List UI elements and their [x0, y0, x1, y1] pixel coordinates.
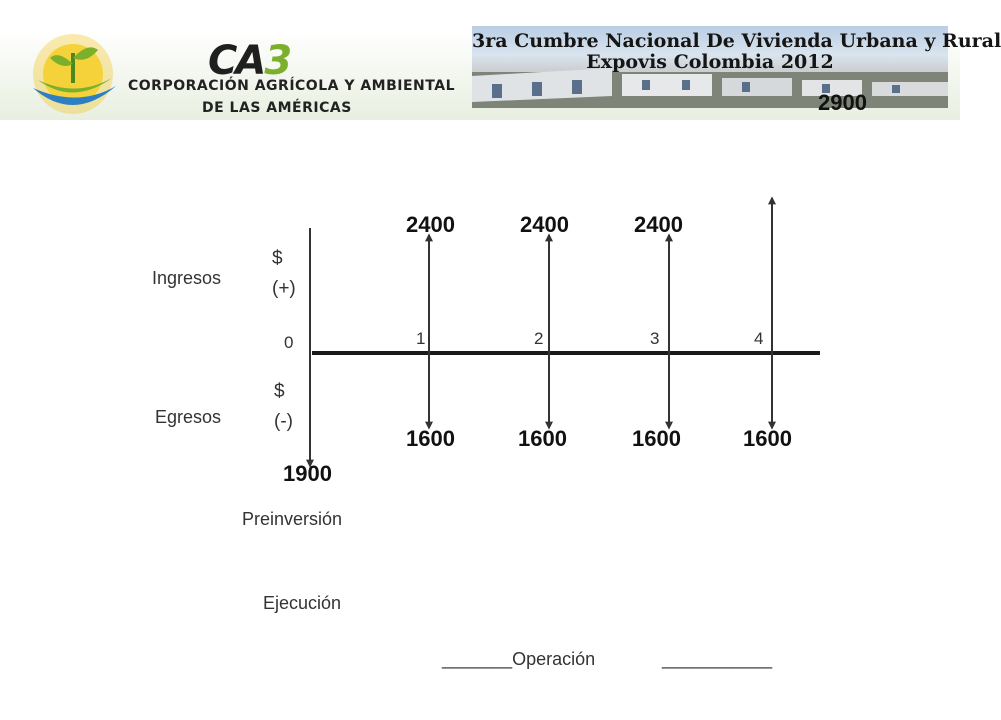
minus-sign: (-) — [274, 411, 293, 432]
egresos-label: Egresos — [155, 407, 222, 427]
inflow-3-value: 2400 — [634, 212, 683, 237]
phase-preinversion: Preinversión — [242, 509, 343, 529]
banner-title-line1: 3ra Cumbre Nacional De Vivienda Urbana y Rural — [472, 30, 1001, 52]
ingresos-label: Ingresos — [152, 268, 222, 288]
phase-operacion-tail: ___________ — [662, 649, 773, 669]
org-name-line2: DE LAS AMÉRICAS — [202, 100, 352, 116]
inflow-4-value: 2900 — [818, 90, 867, 115]
brand-mark-number: 3 — [264, 38, 291, 84]
brand-mark-letters: CA — [208, 38, 265, 84]
inflow-2-value: 2400 — [520, 212, 569, 237]
inflow-1-value: 2400 — [406, 212, 455, 237]
period-3: 3 — [650, 329, 660, 348]
phase-operacion: _______Operación — [442, 649, 596, 669]
period-2: 2 — [534, 329, 544, 348]
banner-title-line2: Expovis Colombia 2012 — [586, 51, 834, 73]
outflow-2-value: 1600 — [518, 426, 567, 451]
period-zero: 0 — [284, 333, 294, 352]
period-4: 4 — [754, 329, 764, 348]
initial-outflow-value: 1900 — [283, 461, 332, 486]
outflow-4-value: 1600 — [743, 426, 792, 451]
minus-currency: $ — [274, 381, 285, 402]
phase-ejecucion: Ejecución — [263, 593, 342, 613]
plus-sign: (+) — [272, 278, 296, 299]
outflow-1-value: 1600 — [406, 426, 455, 451]
org-name-line1: CORPORACIÓN AGRÍCOLA Y AMBIENTAL — [128, 78, 455, 94]
outflow-3-value: 1600 — [632, 426, 681, 451]
period-1: 1 — [416, 329, 426, 348]
plus-currency: $ — [272, 248, 283, 269]
